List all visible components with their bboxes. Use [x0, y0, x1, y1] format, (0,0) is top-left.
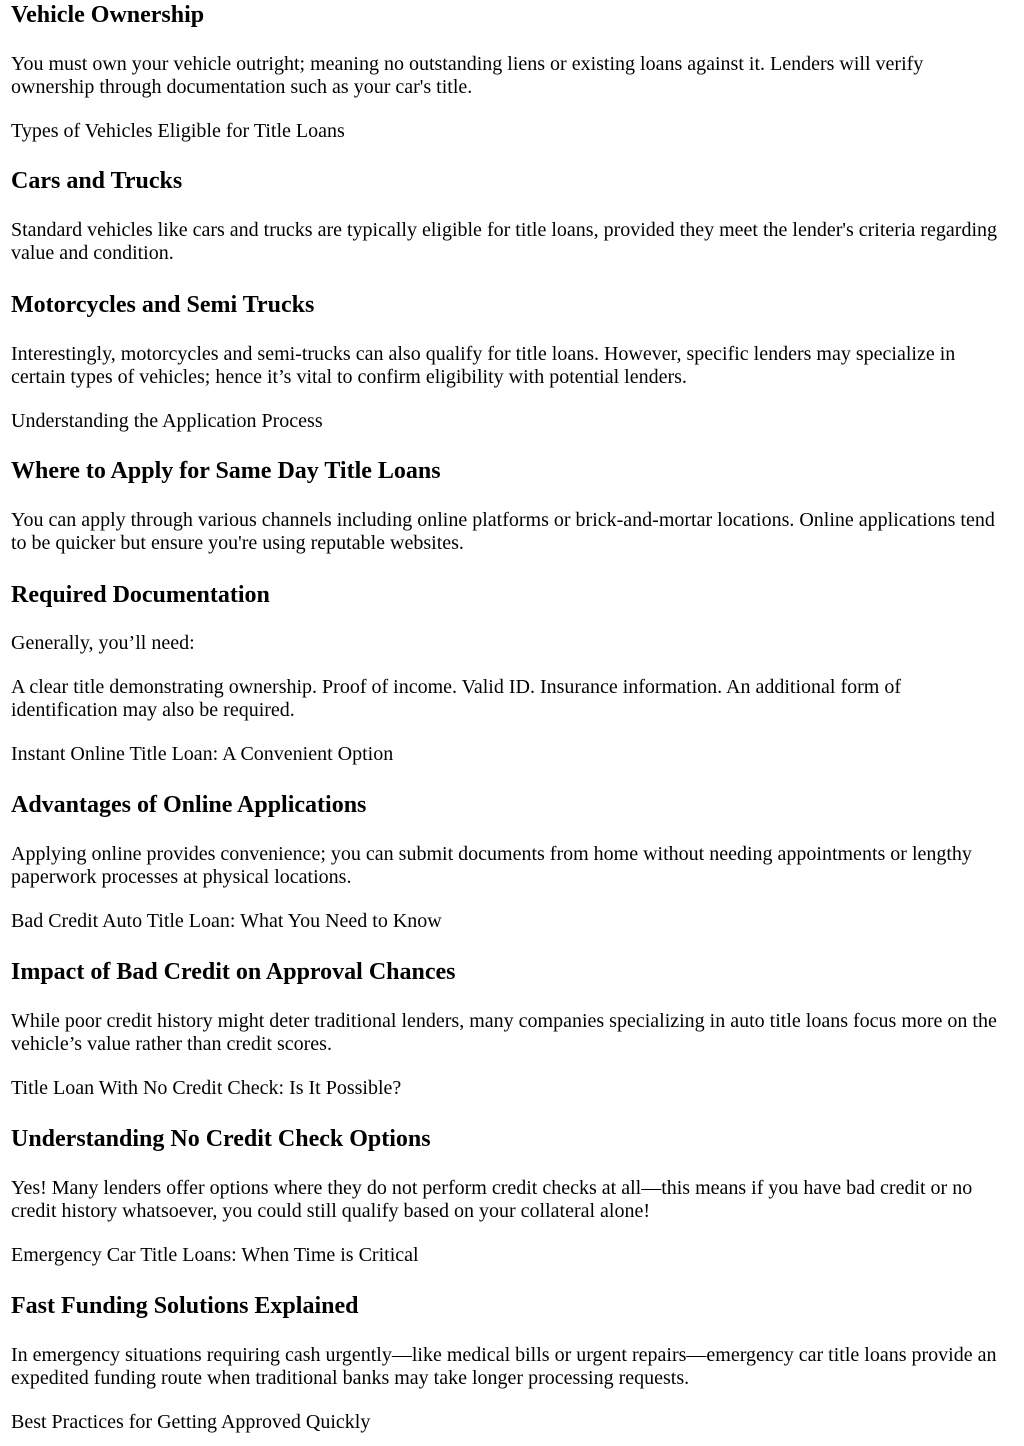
paragraph-advantages-online: Applying online provides convenience; you can submit documents from home without needing appointments or lengthy paperwork processes at physical locations.	[11, 843, 972, 888]
subtitle-vehicle-types: Types of Vehicles Eligible for Title Loans	[11, 120, 345, 142]
heading-vehicle-ownership: Vehicle Ownership	[11, 2, 205, 28]
paragraph-fast-funding: In emergency situations requiring cash urgently—like medical bills or urgent repairs—emergency car title loans provide an expedited funding route when traditional banks may take longer processing requests.	[11, 1344, 997, 1389]
heading-impact-bad-credit: Impact of Bad Credit on Approval Chances	[11, 959, 456, 985]
subtitle-emergency-loans: Emergency Car Title Loans: When Time is Critical	[11, 1244, 419, 1266]
heading-required-documentation: Required Documentation	[11, 582, 270, 608]
subtitle-no-credit-check: Title Loan With No Credit Check: Is It Possible?	[11, 1077, 402, 1099]
heading-motorcycles: Motorcycles and Semi Trucks	[11, 292, 315, 318]
paragraph-generally-need: Generally, you’ll need:	[11, 632, 195, 654]
heading-cars-and-trucks: Cars and Trucks	[11, 168, 183, 194]
subtitle-bad-credit: Bad Credit Auto Title Loan: What You Need to Know	[11, 910, 442, 932]
paragraph-documentation-list: A clear title demonstrating ownership. Proof of income. Valid ID. Insurance information. An additional form of identification may also be required.	[11, 676, 901, 721]
paragraph-impact-bad-credit: While poor credit history might deter traditional lenders, many companies specializing in auto title loans focus more on the vehicle’s value rather than credit scores.	[11, 1010, 997, 1055]
heading-no-credit-options: Understanding No Credit Check Options	[11, 1126, 431, 1152]
paragraph-where-to-apply: You can apply through various channels including online platforms or brick-and-mortar locations. Online applications tend to be quicker but ensure you're using reputable websites.	[11, 509, 995, 554]
paragraph-cars-and-trucks: Standard vehicles like cars and trucks are typically eligible for title loans, provided they meet the lender's criteria regarding value and condition.	[11, 219, 998, 264]
heading-where-to-apply: Where to Apply for Same Day Title Loans	[11, 458, 441, 484]
paragraph-motorcycles: Interestingly, motorcycles and semi-trucks can also qualify for title loans. However, specific lenders may specialize in certain types of vehicles; hence it’s vital to confirm eligibility with potential lenders.	[11, 343, 956, 388]
subtitle-best-practices: Best Practices for Getting Approved Quickly	[11, 1411, 371, 1433]
heading-fast-funding: Fast Funding Solutions Explained	[11, 1293, 359, 1319]
paragraph-vehicle-ownership: You must own your vehicle outright; meaning no outstanding liens or existing loans against it. Lenders will verify ownership through documentation such as your car's title.	[11, 53, 924, 98]
subtitle-application-process: Understanding the Application Process	[11, 410, 323, 432]
subtitle-instant-online: Instant Online Title Loan: A Convenient Option	[11, 743, 394, 765]
heading-advantages-online: Advantages of Online Applications	[11, 792, 367, 818]
paragraph-no-credit-options: Yes! Many lenders offer options where they do not perform credit checks at all—this means if you have bad credit or no credit history whatsoever, you could still qualify based on your collateral alone!	[11, 1177, 973, 1222]
